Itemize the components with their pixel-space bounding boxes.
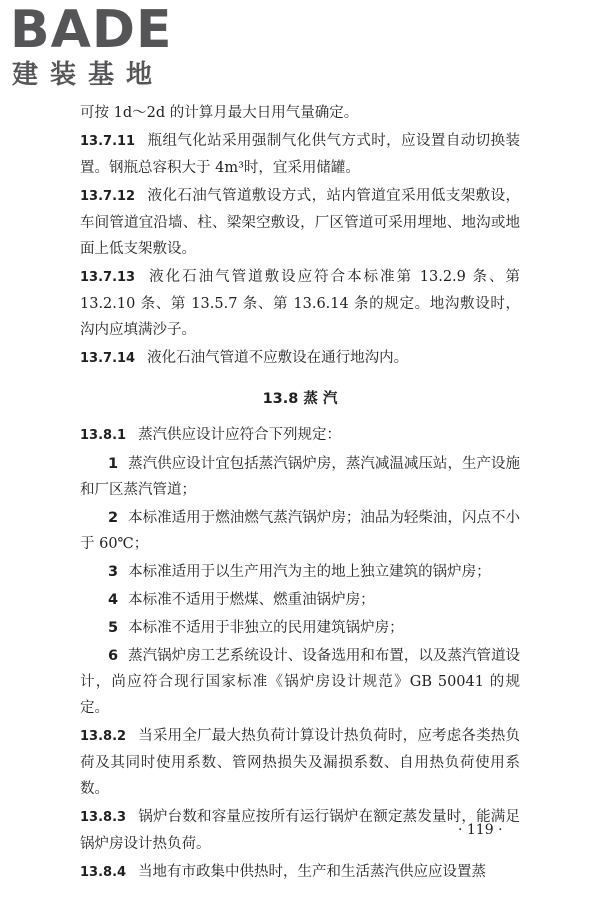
clause-number: 13.8.1 xyxy=(80,428,127,443)
clause-13-7-14 xyxy=(80,345,520,372)
list-item xyxy=(80,587,520,613)
item-number: 1 xyxy=(108,456,119,472)
clause-number: 13.7.13 xyxy=(80,270,136,285)
clause-13-7-11 xyxy=(80,128,520,181)
bade-logo xyxy=(10,0,180,94)
clause-number: 13.8.4 xyxy=(80,865,127,880)
clause-13-7-13 xyxy=(80,264,520,343)
clause-number: 13.8.3 xyxy=(80,810,127,825)
logo-chinese-text: 建装基地 xyxy=(12,60,165,90)
clause-text: 液化石油气管道敷设应符合本标准第 13.2.9 条、第 13.2.10 条、第 13.5.7 条、第 13.6.14 条的规定。地沟敷设时，沟内应填满沙子。 xyxy=(80,269,520,338)
item-text: 本标准适用于燃油燃气蒸汽锅炉房；油品为轻柴油，闪点不小于 60℃； xyxy=(80,510,520,552)
item-text: 本标准不适用于燃煤、燃重油锅炉房； xyxy=(128,592,375,608)
clause-number: 13.7.12 xyxy=(80,189,136,204)
item-number: 2 xyxy=(108,510,119,526)
clause-number: 13.7.11 xyxy=(80,134,136,149)
clause-13-8-3 xyxy=(80,804,520,857)
page-number: · 119 · xyxy=(458,822,503,838)
clause-13-8-2 xyxy=(80,723,520,802)
item-text: 本标准适用于以生产用汽为主的地上独立建筑的锅炉房； xyxy=(128,564,491,580)
page-body xyxy=(80,100,520,888)
item-number: 6 xyxy=(108,648,119,664)
list-item xyxy=(80,615,520,641)
clause-text: 液化石油气管道不应敷设在通行地沟内。 xyxy=(147,350,409,366)
clause-text: 液化石油气管道敷设方式，站内管道宜采用低支架敷设，车间管道宜沿墙、柱、梁架空敷设，厂区管道可采用埋地、地沟或地面上低支架敷设。 xyxy=(80,188,520,257)
continued-text: 可按 1d～2d 的计算月最大日用气量确定。 xyxy=(80,105,359,121)
clause-text: 当地有市政集中供热时，生产和生活蒸汽供应应设置蒸 xyxy=(138,864,487,880)
list-item xyxy=(80,451,520,503)
logo-wordmark: BADE xyxy=(10,0,173,60)
clause-number: 13.7.14 xyxy=(80,351,136,366)
clause-text: 当采用全厂最大热负荷计算设计热负荷时，应考虑各类热负荷及其同时使用系数、管网热损失及漏损系数、自用热负荷使用系数。 xyxy=(80,728,520,797)
list-item xyxy=(80,559,520,585)
clause-13-7-12 xyxy=(80,183,520,262)
clause-text: 锅炉台数和容量应按所有运行锅炉在额定蒸发量时，能满足锅炉房设计热负荷。 xyxy=(80,809,520,852)
clause-13-8-1 xyxy=(80,422,520,449)
clause-number: 13.8.2 xyxy=(80,729,127,744)
item-text: 蒸汽锅炉房工艺系统设计、设备选用和布置，以及蒸汽管道设计，尚应符合现行国家标准《锅炉房设计规范》GB 50041 的规定。 xyxy=(80,648,520,716)
clause-text: 瓶组气化站采用强制气化供气方式时，应设置自动切换装置。钢瓶总容积大于 4m³时，宜采用储罐。 xyxy=(80,133,520,176)
item-number: 3 xyxy=(108,564,119,580)
list-item xyxy=(80,643,520,721)
item-number: 4 xyxy=(108,592,119,608)
section-heading-13-8: 13.8 蒸 汽 xyxy=(262,391,338,407)
clause-13-8-4 xyxy=(80,859,520,886)
item-number: 5 xyxy=(108,620,119,636)
item-text: 本标准不适用于非独立的民用建筑锅炉房； xyxy=(128,620,404,636)
item-text: 蒸汽供应设计宜包括蒸汽锅炉房，蒸汽减温减压站，生产设施和厂区蒸汽管道； xyxy=(80,456,520,498)
list-item xyxy=(80,505,520,557)
clause-text: 蒸汽供应设计应符合下列规定： xyxy=(138,427,342,443)
